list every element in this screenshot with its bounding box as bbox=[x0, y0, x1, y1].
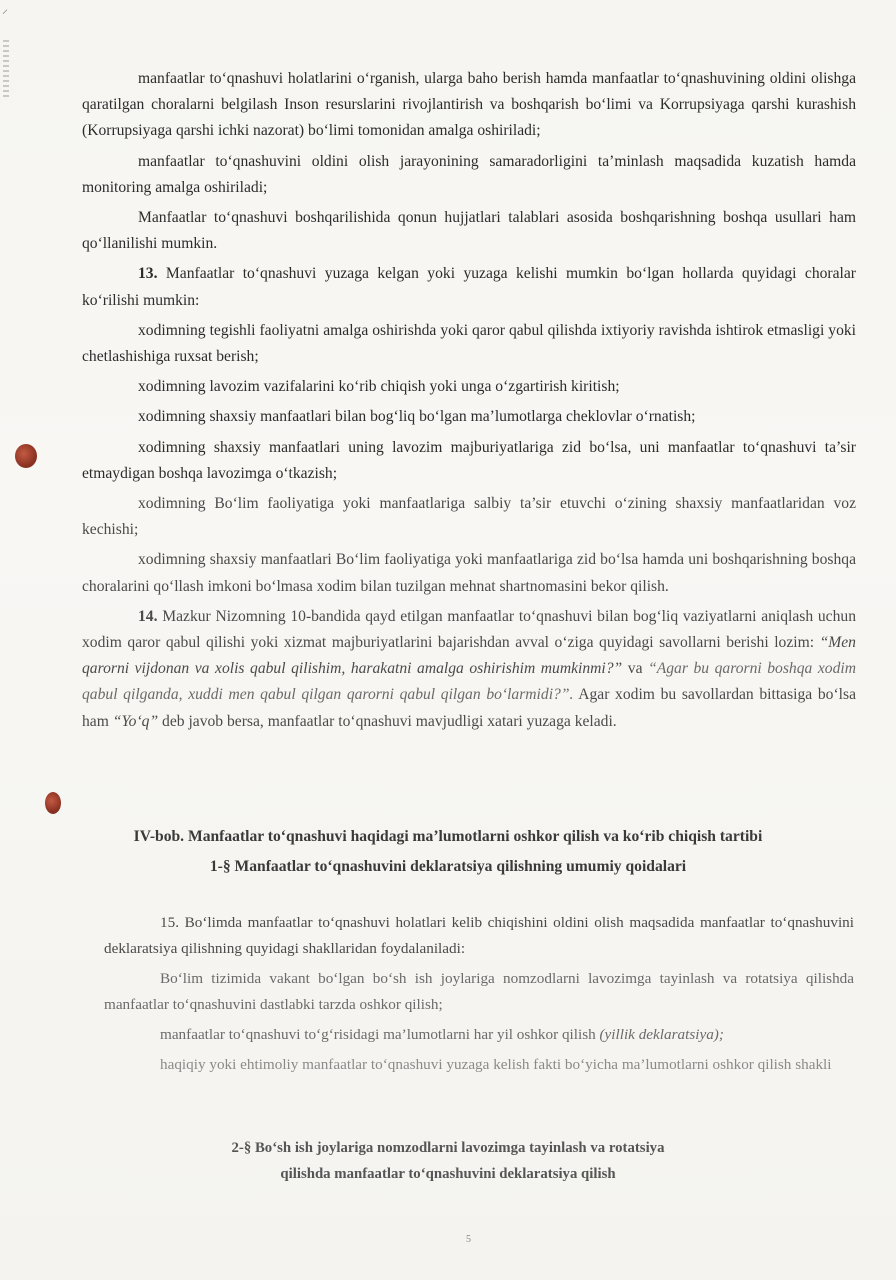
answer-quote: “Yo‘q” bbox=[112, 712, 159, 730]
subsection-heading-continued: qilishda manfaatlar to‘qnashuvini deklaratsiya qilish bbox=[280, 1166, 616, 1182]
list-item-text: manfaatlar to‘qnashuvi to‘g‘risidagi ma’lumotlarni har yil oshkor qilish bbox=[160, 1026, 596, 1043]
punch-hole-marker bbox=[45, 792, 61, 814]
clause-15 bbox=[104, 910, 854, 962]
clause-number: 13. bbox=[138, 265, 158, 283]
list-item-note: (yillik deklaratsiya); bbox=[599, 1026, 724, 1043]
clause-14 bbox=[82, 604, 856, 735]
list-item: xodimning lavozim vazifalarini ko‘rib chiqish yoki unga o‘zgartirish kiritish; bbox=[138, 378, 620, 396]
list-item: xodimning Bo‘lim faoliyatiga yoki manfaatlariga salbiy ta’sir etuvchi o‘zining shaxsiy manfaatlaridan voz kechishi; bbox=[82, 495, 856, 539]
clause-text: Agar xodim bu savollardan bittasiga bo‘lsa ham bbox=[82, 686, 856, 730]
body-text bbox=[82, 66, 856, 735]
section-heading: 1-§ Manfaatlar to‘qnashuvini deklaratsiya qilishning umumiy qoidalari bbox=[209, 858, 687, 875]
list-item: xodimning shaxsiy manfaatlari Bo‘lim faoliyatiga yoki manfaatlariga zid bo‘lsa hamda uni boshqarishning boshqa choralarini qo‘llash imkoni bo‘lmasa xodim bilan tuzilgan mehnat shartnomasini bekor qilish. bbox=[82, 551, 856, 595]
list-item: xodimning shaxsiy manfaatlari uning lavozim majburiyatlariga zid bo‘lsa, uni manfaatlar to‘qnashuvi ta’sir etmaydigan boshqa lavozimga o‘tkazish; bbox=[82, 438, 856, 482]
binding-edge-mark bbox=[3, 40, 9, 100]
list-item: Bo‘lim tizimida vakant bo‘lgan bo‘sh ish joylariga nomzodlarni lavozimga tayinlash va rotatsiya qilishda manfaatlar to‘qnashuvini dastlabki tarzda oshkor qilish; bbox=[104, 970, 854, 1013]
list-item: xodimning tegishli faoliyatni amalga oshirishda yoki qaror qabul qilishda ixtiyoriy ravishda ishtirok etmasligi yoki chetlashishiga ruxsat berish; bbox=[82, 321, 856, 366]
paragraph: manfaatlar to‘qnashuvini oldini olish jarayonining samaradorligini ta’minlash maqsadida kuzatish hamda monitoring amalga oshiriladi; bbox=[82, 152, 856, 196]
list-item: haqiqiy yoki ehtimoliy manfaatlar to‘qnashuvi yuzaga kelish fakti bo‘yicha ma’lumotlarni oshkor qilish shakli bbox=[160, 1056, 832, 1073]
question-quote: “Agar bu qarorni boshqa xodim qabul qilganda, xuddi men qabul qilgan qarorni qabul qilgan bo‘larmidi?”. bbox=[82, 660, 856, 704]
subsection-heading: 2-§ Bo‘sh ish joylariga nomzodlarni lavozimga tayinlash va rotatsiya bbox=[231, 1140, 665, 1156]
paragraph: Manfaatlar to‘qnashuvi boshqarilishida qonun hujjatlari talablari asosida boshqarishning boshqa usullari ham qo‘llanilishi mumkin. bbox=[82, 209, 856, 253]
connector-text: va bbox=[627, 660, 643, 678]
page-number: 5 bbox=[466, 1234, 471, 1245]
list-item bbox=[104, 1022, 854, 1048]
section-body bbox=[104, 910, 854, 1078]
clause-text: deb javob bersa, manfaatlar to‘qnashuvi mavjudligi xatari yuzaga keladi. bbox=[162, 712, 617, 730]
list-item: xodimning shaxsiy manfaatlari bilan bog‘liq bo‘lgan ma’lumotlarga cheklovlar o‘rnatish; bbox=[138, 408, 696, 426]
clause-13 bbox=[82, 261, 856, 313]
paragraph: manfaatlar to‘qnashuvi holatlarini o‘rganish, ularga baho berish hamda manfaatlar to‘qnashuvining oldini olishga qaratilgan choralarni belgilash Inson resurslarini rivojlantirish va boshqarish bo‘limi va Korrupsiyaga qarshi kurashish (Korrupsiyaga qarshi ichki nazorat) bo‘limi tomonidan amalga oshiriladi; bbox=[82, 70, 856, 140]
question-quote: “Men qarorni vijdonan va xolis qabul qilishim, harakatni amalga oshirishim mumkinmi?” bbox=[82, 634, 856, 678]
clause-number: 14. bbox=[138, 607, 158, 625]
clause-text: Manfaatlar to‘qnashuvi yuzaga kelgan yoki yuzaga kelishi mumkin bo‘lgan hollarda quyidagi choralar ko‘rilishi mumkin: bbox=[82, 265, 856, 309]
clause-text: Bo‘limda manfaatlar to‘qnashuvi holatlari kelib chiqishini oldini olish maqsadida manfaatlar to‘qnashuvini deklaratsiya qilishning quyidagi shakllaridan foydalaniladi: bbox=[104, 914, 855, 957]
clause-number: 15. bbox=[160, 914, 179, 931]
clause-text: Mazkur Nizomning 10-bandida qayd etilgan manfaatlar to‘qnashuvi bilan bog‘liq vaziyatlarni aniqlash uchun xodim qaror qabul qilishi yoki xizmat majburiyatlarini bajarishdan avval o‘ziga quyidagi savollarni berishi lozim: bbox=[82, 607, 856, 652]
chapter-heading: IV-bob. Manfaatlar to‘qnashuvi haqidagi ma’lumotlarni oshkor qilish va ko‘rib chiqish tartibi bbox=[133, 828, 763, 845]
corner-mark: ⸝ bbox=[2, 2, 9, 16]
punch-hole-marker bbox=[15, 444, 37, 468]
